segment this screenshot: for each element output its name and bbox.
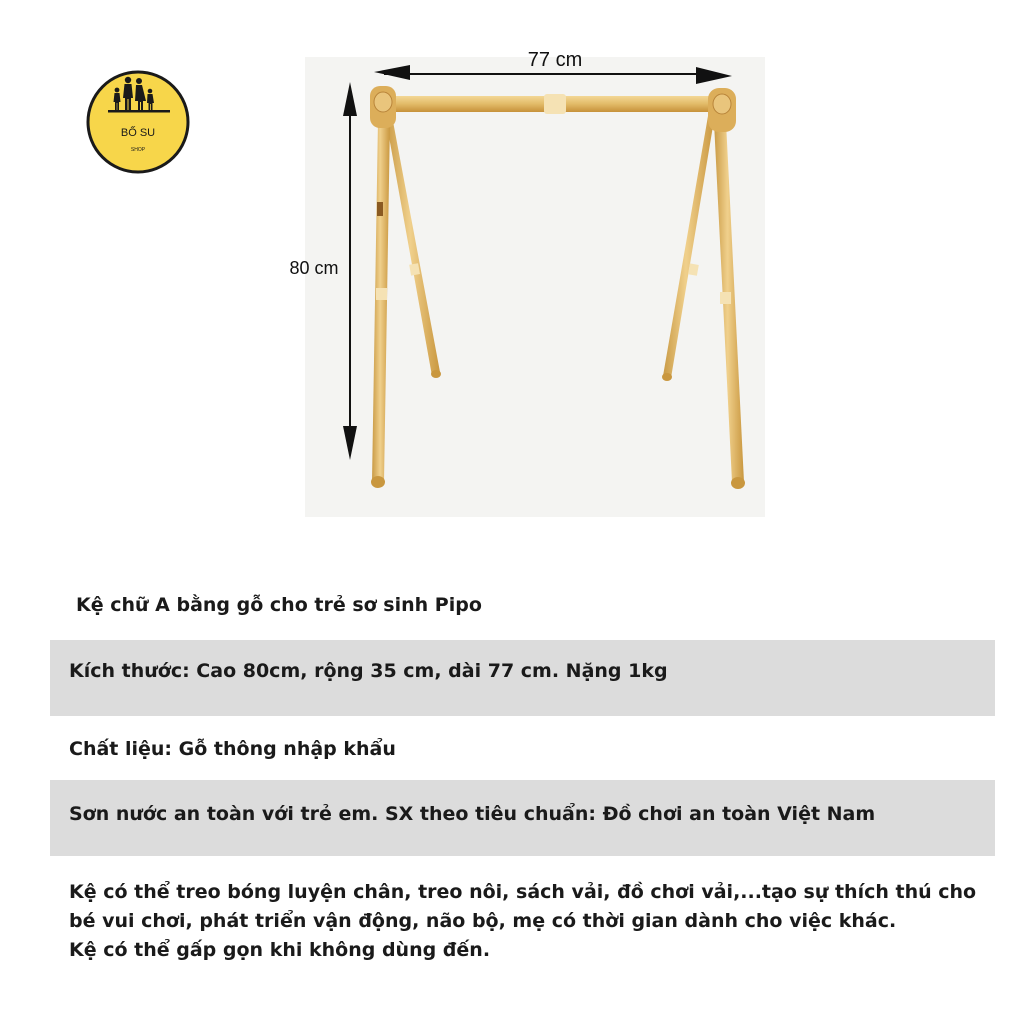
product-photo: [289, 42, 770, 522]
product-title: Kệ chữ A bằng gỗ cho trẻ sơ sinh Pipo: [76, 594, 482, 616]
description-line: Kệ có thể gấp gọn khi không dùng đến.: [69, 939, 491, 961]
description-line: Kệ có thể treo bóng luyện chân, treo nôi, sách vải, đồ chơi vải,...tạo sự thích thú cho: [69, 881, 977, 903]
spec-safety: Sơn nước an toàn với trẻ em. SX theo tiêu chuẩn: Đồ chơi an toàn Việt Nam: [50, 780, 995, 856]
shop-logo: [86, 70, 190, 174]
product-description: [69, 878, 999, 965]
width-label: 77 cm: [527, 49, 583, 71]
logo-brand: BỐ SU: [120, 127, 156, 139]
spec-material: Chất liệu: Gỗ thông nhập khẩu: [69, 738, 396, 760]
height-label: 80 cm: [289, 258, 339, 278]
spec-size: Kích thước: Cao 80cm, rộng 35 cm, dài 77 cm. Nặng 1kg: [50, 640, 995, 716]
description-line: bé vui chơi, phát triển vận động, não bộ, mẹ có thời gian dành cho việc khác.: [69, 910, 897, 932]
logo-sub: SHOP: [130, 147, 146, 153]
